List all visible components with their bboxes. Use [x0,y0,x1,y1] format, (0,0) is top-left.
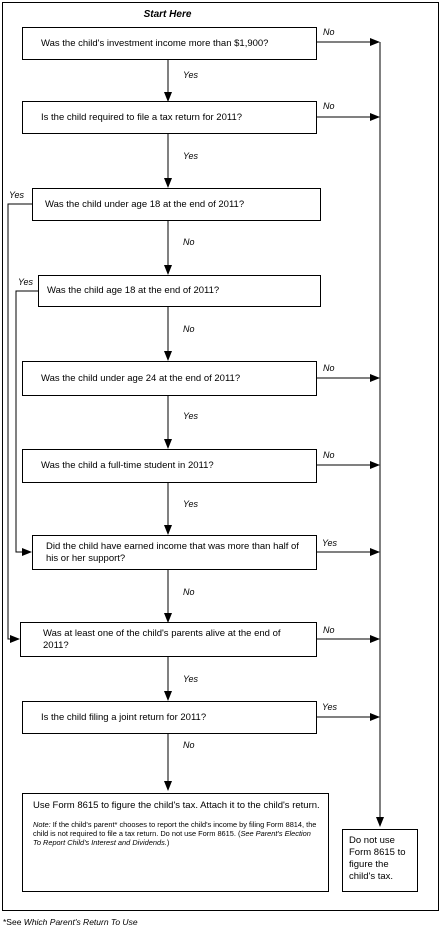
result-main-text: Use Form 8615 to figure the child's tax. Attach it to the child's return. [33,800,320,811]
footnote-prefix: *See [3,917,24,927]
question-text: Was the child age 18 at the end of 2011? [47,285,220,296]
label-down-q2: Yes [183,151,199,161]
label-down-q4: No [183,324,195,334]
footnote-reference: Which Parent's Return To Use [23,917,138,927]
label-down-q1: Yes [183,70,199,80]
question-text: Was the child under age 18 at the end of 2011? [45,198,245,210]
note-end: ) [166,838,170,848]
result-use-form-8615 [22,793,329,892]
question-text: Is the child filing a joint return for 2011? [41,711,207,723]
label-right-q2: No [323,101,335,111]
note-text: If the child's parent* chooses to report the child's income by filing Form 8814, the child is not required to file a tax return. Do not use Form 8615. ( [33,820,317,839]
question-joint-return [22,701,317,734]
question-full-time-student [22,449,317,483]
question-text: Is the child required to file a tax return for 2011? [41,111,243,123]
label-right-q9: Yes [322,702,338,712]
label-down-q6: Yes [183,499,199,509]
start-here-title: Start Here [143,9,192,20]
result-note [33,820,320,848]
question-under-24 [22,361,317,396]
note-label: Note: [33,820,51,829]
label-left-q3: Yes [9,190,25,200]
question-text: Was the child a full-time student in 2011? [41,460,214,471]
question-age-18 [38,275,321,307]
note-see-reference: See Parent's Election To Report Child's Interest and Dividends. [33,829,311,848]
question-required-to-file [22,101,317,134]
label-right-q6: No [323,450,335,460]
footnote [3,917,138,927]
question-text: Did the child have earned income that was more than half of his or her support? [46,540,299,564]
question-investment-income [22,27,317,60]
result-do-not-use-form-8615: Do not use Form 8615 to figure the child's tax. [342,829,418,892]
label-right-q8: No [323,625,335,635]
label-down-q7: No [183,587,195,597]
label-right-q1: No [323,27,335,37]
question-text: Was the child under age 24 at the end of 2011? [41,372,241,384]
question-text: Was at least one of the child's parents alive at the end of 2011? [43,627,281,651]
label-down-q3: No [183,237,195,247]
question-text: Was the child's investment income more than $1,900? [41,37,269,49]
label-down-q9: No [183,740,195,750]
label-down-q8: Yes [183,674,199,684]
label-left-q4: Yes [18,277,34,287]
question-earned-income [32,535,317,570]
label-right-q5: No [323,363,335,373]
label-down-q5: Yes [183,411,199,421]
question-parent-alive [20,622,317,657]
label-right-q7: Yes [322,538,338,548]
arrow-left-loop-q4-q7 [16,291,38,552]
arrow-left-loop-q3-q8 [8,204,32,639]
question-under-18 [32,188,321,221]
